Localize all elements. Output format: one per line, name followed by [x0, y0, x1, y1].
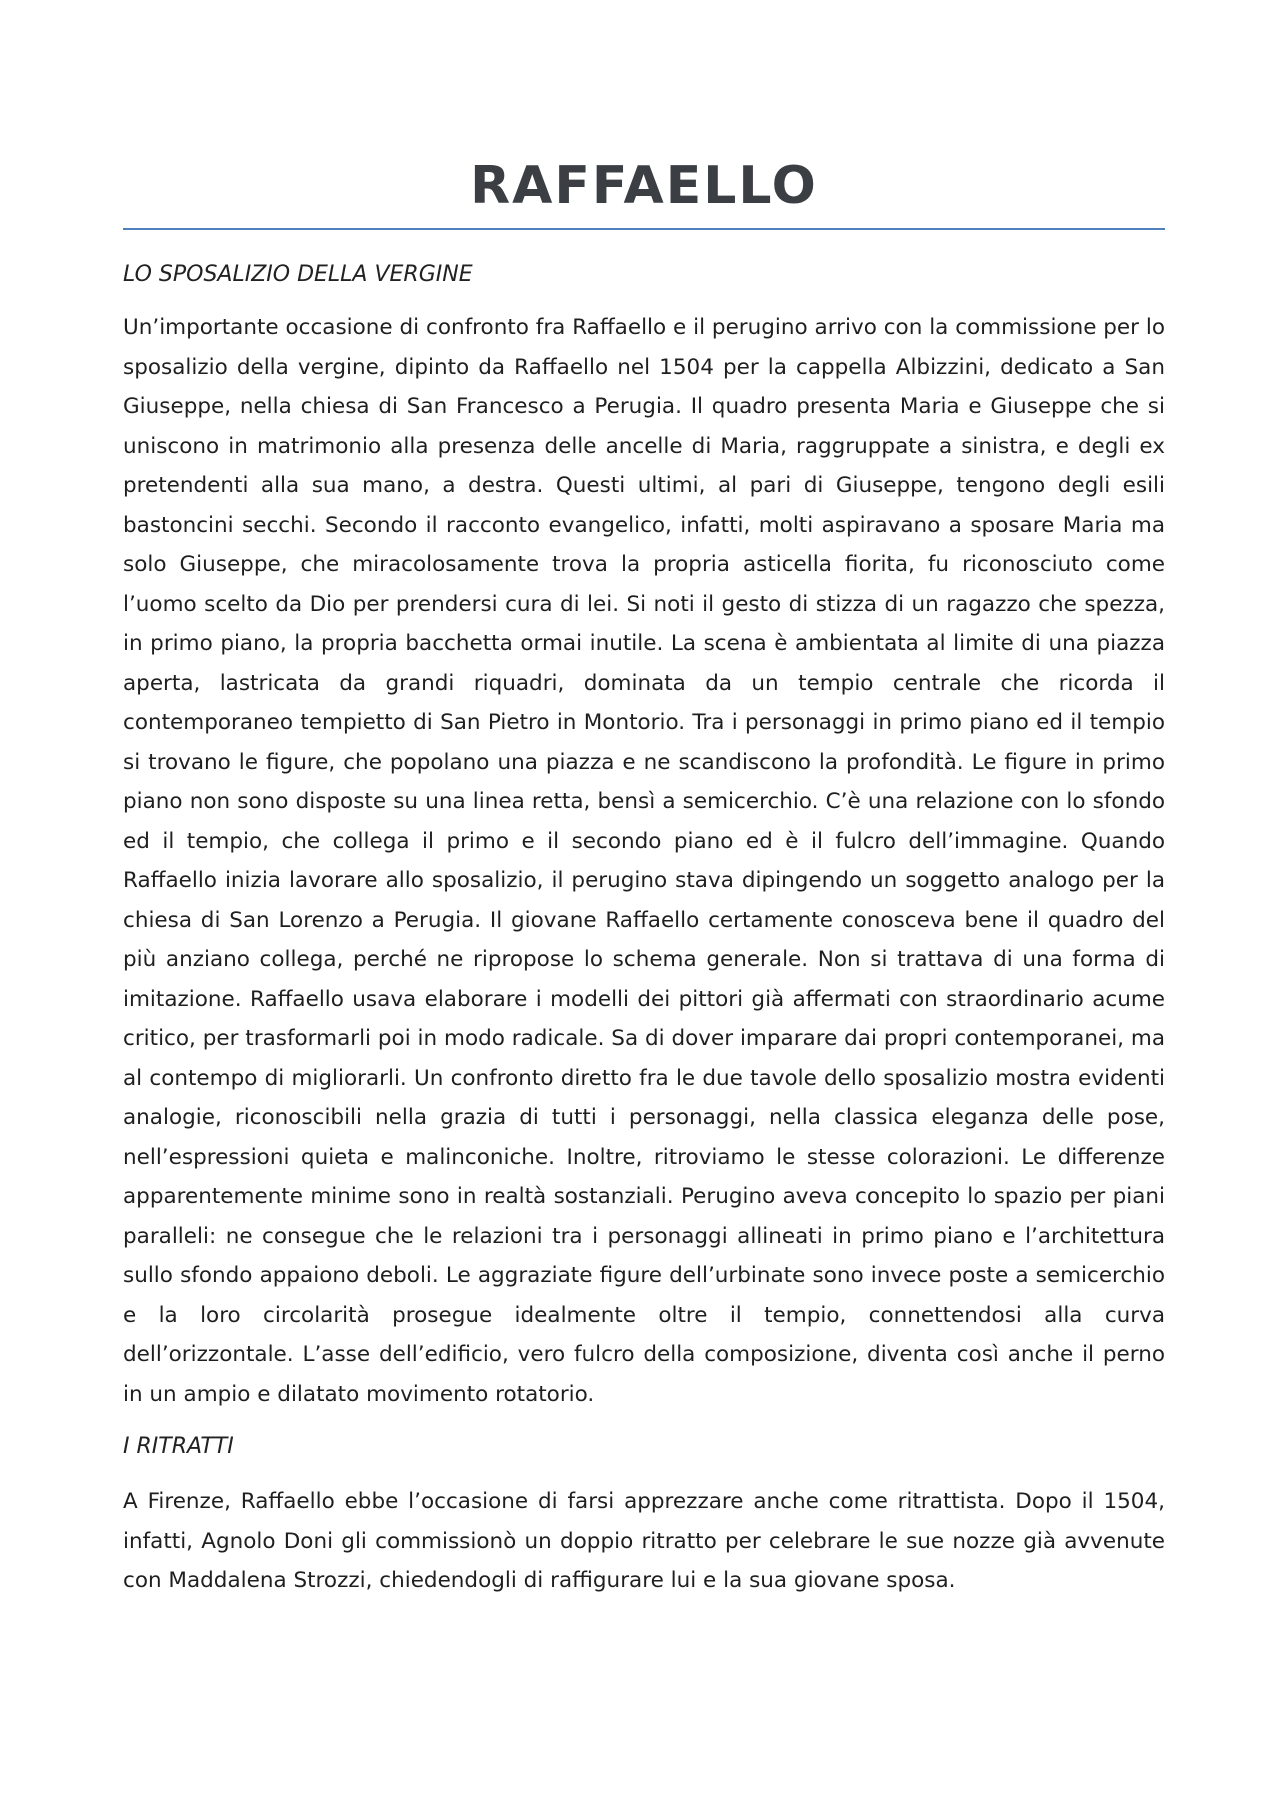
- document-page: [123, 0, 1165, 1601]
- document-title: RAFFAELLO: [470, 156, 818, 216]
- paragraph-ritratti: A Firenze, Raffaello ebbe l’occasione di farsi apprezzare anche come ritrattista. Dopo il 1504, infatti, Agnolo Doni gli commissionò un doppio ritratto per celebrare le sue nozze già avvenute con Maddalena Strozzi, chiedendogli di raffigurare lui e la sua giovane sposa.: [123, 1489, 1165, 1593]
- title-underline: [123, 228, 1165, 230]
- section-heading-ritratti: I RITRATTI: [123, 1434, 234, 1459]
- section-heading-sposalizio: LO SPOSALIZIO DELLA VERGINE: [123, 262, 473, 287]
- paragraph-sposalizio: Un’importante occasione di confronto fra Raffaello e il perugino arrivo con la commissione per lo sposalizio della vergine, dipinto da Raffaello nel 1504 per la cappella Albizzini, dedicato a San Giuseppe, nella chiesa di San Francesco a Perugia. Il quadro presenta Maria e Giuseppe che si uniscono in matrimonio alla presenza delle ancelle di Maria, raggruppate a sinistra, e degli ex pretendenti alla sua mano, a destra. Questi ultimi, al pari di Giuseppe, tengono degli esili bastoncini secchi. Secondo il racconto evangelico, infatti, molti aspiravano a sposare Maria ma solo Giuseppe, che miracolosamente trova la propria asticella fiorita, fu riconosciuto come l’uomo scelto da Dio per prendersi cura di lei. Si noti il gesto di stizza di un ragazzo che spezza, in primo piano, la propria bacchetta ormai inutile. La scena è ambientata al limite di una piazza aperta, lastricata da grandi riquadri, dominata da un tempio centrale che ricorda il contemporaneo tempietto di San Pietro in Montorio. Tra i personaggi in primo piano ed il tempio si trovano le figure, che popolano una piazza e ne scandiscono la profondità. Le figure in primo piano non sono disposte su una linea retta, bensì a semicerchio. C’è una relazione con lo sfondo ed il tempio, che collega il primo e il secondo piano ed è il fulcro dell’immagine. Quando Raffaello inizia lavorare allo sposalizio, il perugino stava dipingendo un soggetto analogo per la chiesa di San Lorenzo a Perugia. Il giovane Raffaello certamente conosceva bene il quadro del più anziano collega, perché ne ripropose lo schema generale. Non si trattava di una forma di imitazione. Raffaello usava elaborare i modelli dei pittori già affermati con straordinario acume critico, per trasformarli poi in modo radicale. Sa di dover imparare dai propri contemporanei, ma al contempo di migliorarli. Un confronto diretto fra le due tavole dello sposalizio mostra evidenti analogie, riconoscibili nella grazia di tutti i personaggi, nella classica eleganza delle pose, nell’espressioni quieta e malinconiche. Inoltre, ritroviamo le stesse colorazioni. Le differenze apparentemente minime sono in realtà sostanziali. Perugino aveva concepito lo spazio per piani paralleli: ne consegue che le relazioni tra i personaggi allineati in primo piano e l’architettura sullo sfondo appaiono deboli. Le aggraziate figure dell’urbinate sono invece poste a semicerchio e la loro circolarità prosegue idealmente oltre il tempio, connettendosi alla curva dell’orizzontale. L’asse dell’edificio, vero fulcro della composizione, diventa così anche il perno in un ampio e dilatato movimento rotatorio.: [123, 315, 1165, 1407]
